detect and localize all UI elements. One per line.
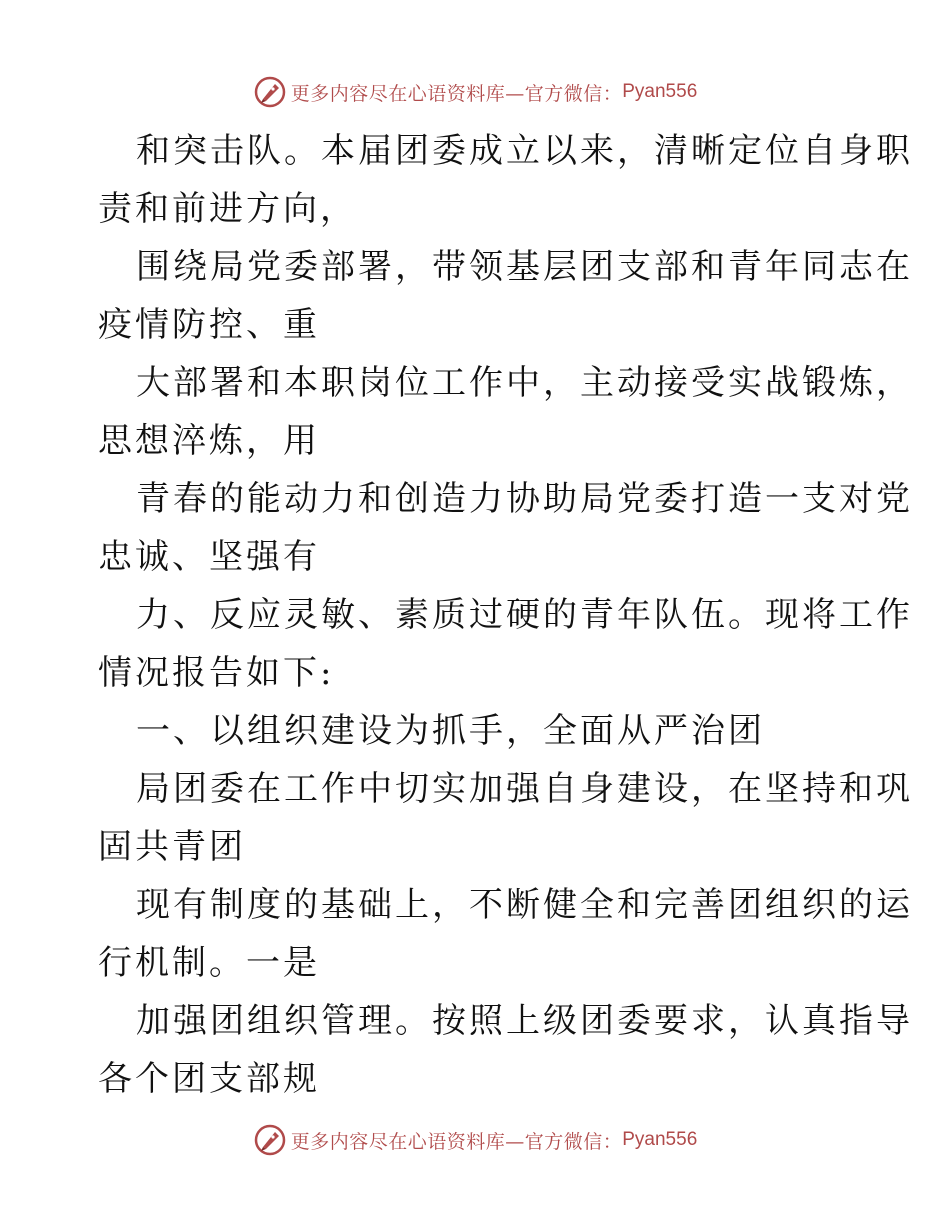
text-line: 责和前进方向， — [98, 189, 357, 229]
text-line: 疫情防控、重 — [98, 305, 320, 345]
text-line: 加强团组织管理。按照上级团委要求，认真指导 — [136, 1001, 913, 1041]
text-line: 现有制度的基础上，不断健全和完善团组织的运 — [136, 885, 913, 925]
text-line: 固共青团 — [98, 827, 246, 867]
section-heading: 一、以组织建设为抓手，全面从严治团 — [136, 711, 765, 751]
text-line: 忠诚、坚强有 — [98, 537, 320, 577]
header-wechat-id: Pyan556 — [622, 81, 698, 102]
text-line: 各个团支部规 — [98, 1059, 320, 1099]
footer-banner-text: 更多内容尽在心语资料库—官方微信： — [290, 1130, 623, 1153]
text-line: 围绕局党委部署，带领基层团支部和青年同志在 — [136, 247, 913, 287]
footer-banner — [0, 1120, 950, 1160]
header-banner-text: 更多内容尽在心语资料库—官方微信： — [290, 82, 623, 105]
text-line: 行机制。一是 — [98, 943, 320, 983]
text-line: 思想淬炼，用 — [98, 421, 320, 461]
text-line: 大部署和本职岗位工作中，主动接受实战锻炼， — [136, 363, 913, 403]
document-body — [98, 122, 913, 1108]
pen-nib-logo-icon — [253, 1123, 287, 1157]
pen-nib-logo-icon — [253, 75, 287, 109]
header-banner — [0, 72, 950, 112]
text-line: 和突击队。本届团委成立以来，清晰定位自身职 — [136, 131, 913, 171]
text-line: 情况报告如下: — [98, 653, 335, 693]
text-line: 青春的能动力和创造力协助局党委打造一支对党 — [136, 479, 913, 519]
footer-wechat-id: Pyan556 — [622, 1129, 698, 1150]
text-line: 局团委在工作中切实加强自身建设，在坚持和巩 — [136, 769, 913, 809]
text-line: 力、反应灵敏、素质过硬的青年队伍。现将工作 — [136, 595, 913, 635]
